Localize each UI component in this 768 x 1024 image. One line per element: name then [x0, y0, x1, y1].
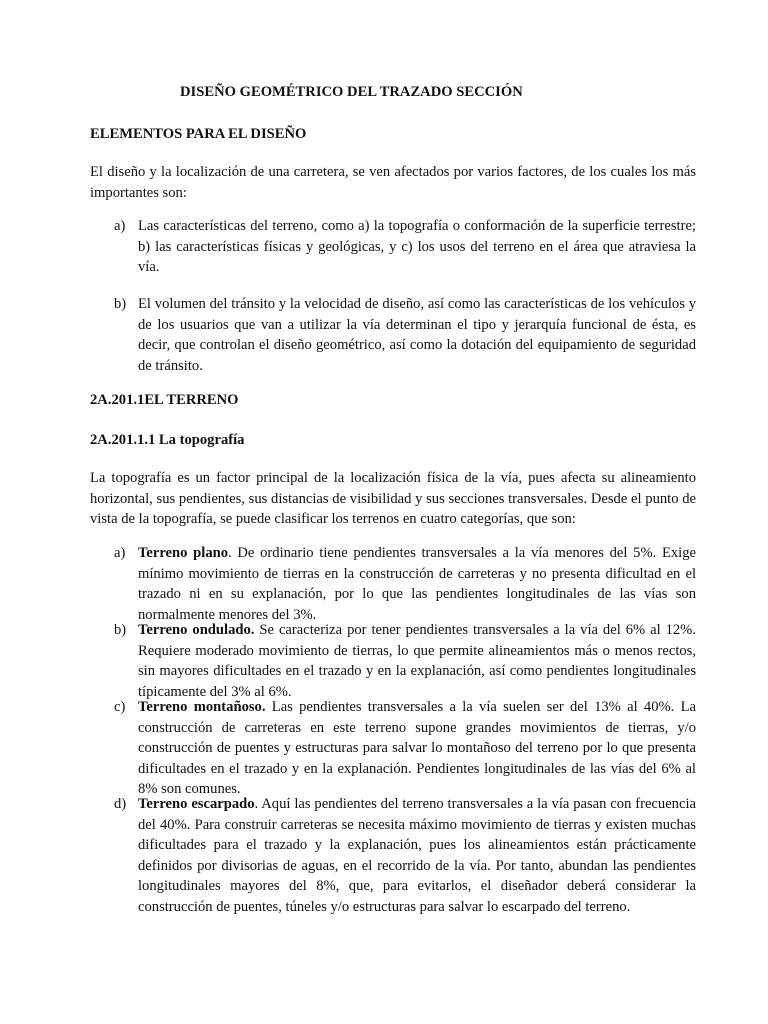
list-marker: b) — [114, 296, 127, 312]
terrain-item-ondulado — [114, 620, 696, 702]
list-marker: a) — [114, 218, 126, 234]
topography-heading: 2A.201.1.1 La topografía — [90, 432, 245, 448]
factor-item-a — [114, 216, 696, 278]
term-description: Se caracteriza por tener pendientes transversales a la vía del 6% al 12%. Requiere moderado movimiento de tierras, lo que permite alineamientos más o menos rectos, sin mayores dificultades en el trazado y en la explanación, así como pendientes longitudinales típicamente del 3% al 6%. — [138, 622, 696, 700]
term-description: . Aquí las pendientes del terreno transversales a la vía pasan con frecuencia del 40%. Para construir carreteras se necesita máximo movimiento de tierras y existen muchas dificultades para el trazado y la explanación, pues los alineamientos están prácticamente definidos por divisorias de aguas, en el recorrido de la vía. Por tanto, abundan las pendientes longitudinales mayores del 8%, que, para evitarlos, el diseñador deberá considerar la construcción de puentes, túneles y/o estructuras para salvar lo escarpado del terreno. — [138, 796, 696, 915]
term-label: Terreno plano — [138, 545, 229, 561]
term-description: Las pendientes transversales a la vía suelen ser del 13% al 40%. La construcción de carreteras en este terreno supone grandes movimientos de tierras, y/o construcción de puentes y estructuras para salvar lo montañoso del terreno por lo que presenta dificultades en el trazado y en la explanación. Pendientes longitudinales de las vías del 6% al 8% son comunes. — [138, 699, 696, 797]
term-label: Terreno montañoso. — [138, 699, 266, 715]
list-item-text: El volumen del tránsito y la velocidad de diseño, así como las características de los vehículos y de los usuarios que van a utilizar la vía determinan el tipo y jerarquía funcional de ésta, es decir, que controlan el diseño geométrico, así como la dotación del equipamiento de seguridad de tránsito. — [138, 296, 696, 374]
terrain-item-escarpado — [114, 794, 696, 917]
list-marker: c) — [114, 699, 126, 715]
terrain-heading: 2A.201.1EL TERRENO — [90, 392, 239, 408]
terrain-item-plano — [114, 543, 696, 625]
term-description: . De ordinario tiene pendientes transversales a la vía menores del 5%. Exige mínimo movimiento de tierras en la construcción de carreteras y no presenta dificultad en el trazado ni en su explanación, por lo que las pendientes longitudinales de las vías son normalmente menores del 3%. — [138, 545, 697, 623]
factor-item-b — [114, 294, 696, 376]
list-marker: b) — [114, 622, 127, 638]
document-title: DISEÑO GEOMÉTRICO DEL TRAZADO SECCIÓN — [180, 84, 523, 100]
topography-paragraph: La topografía es un factor principal de la localización física de la vía, pues afecta su alineamiento horizontal, sus pendientes, sus distancias de visibilidad y sus secciones transversales. Desde el punto de vista de la topografía, se puede clasificar los terrenos en cuatro categorías, que son: — [90, 470, 696, 527]
terrain-item-montanoso — [114, 697, 696, 800]
term-label: Terreno ondulado. — [138, 622, 255, 638]
list-item-text — [138, 697, 696, 800]
intro-paragraph: El diseño y la localización de una carretera, se ven afectados por varios factores, de los cuales los más importantes son: — [90, 164, 696, 201]
list-marker: d) — [114, 796, 127, 812]
list-item-text — [138, 543, 696, 625]
list-item-text: Las características del terreno, como a) la topografía o conformación de la superficie terrestre; b) las características físicas y geológicas, y c) los usos del terreno en el área que atraviesa la vía. — [138, 218, 696, 275]
list-item-text — [138, 794, 696, 917]
list-marker: a) — [114, 545, 126, 561]
section-heading: ELEMENTOS PARA EL DISEÑO — [90, 126, 307, 142]
term-label: Terreno escarpado — [138, 796, 255, 812]
list-item-text — [138, 620, 696, 702]
